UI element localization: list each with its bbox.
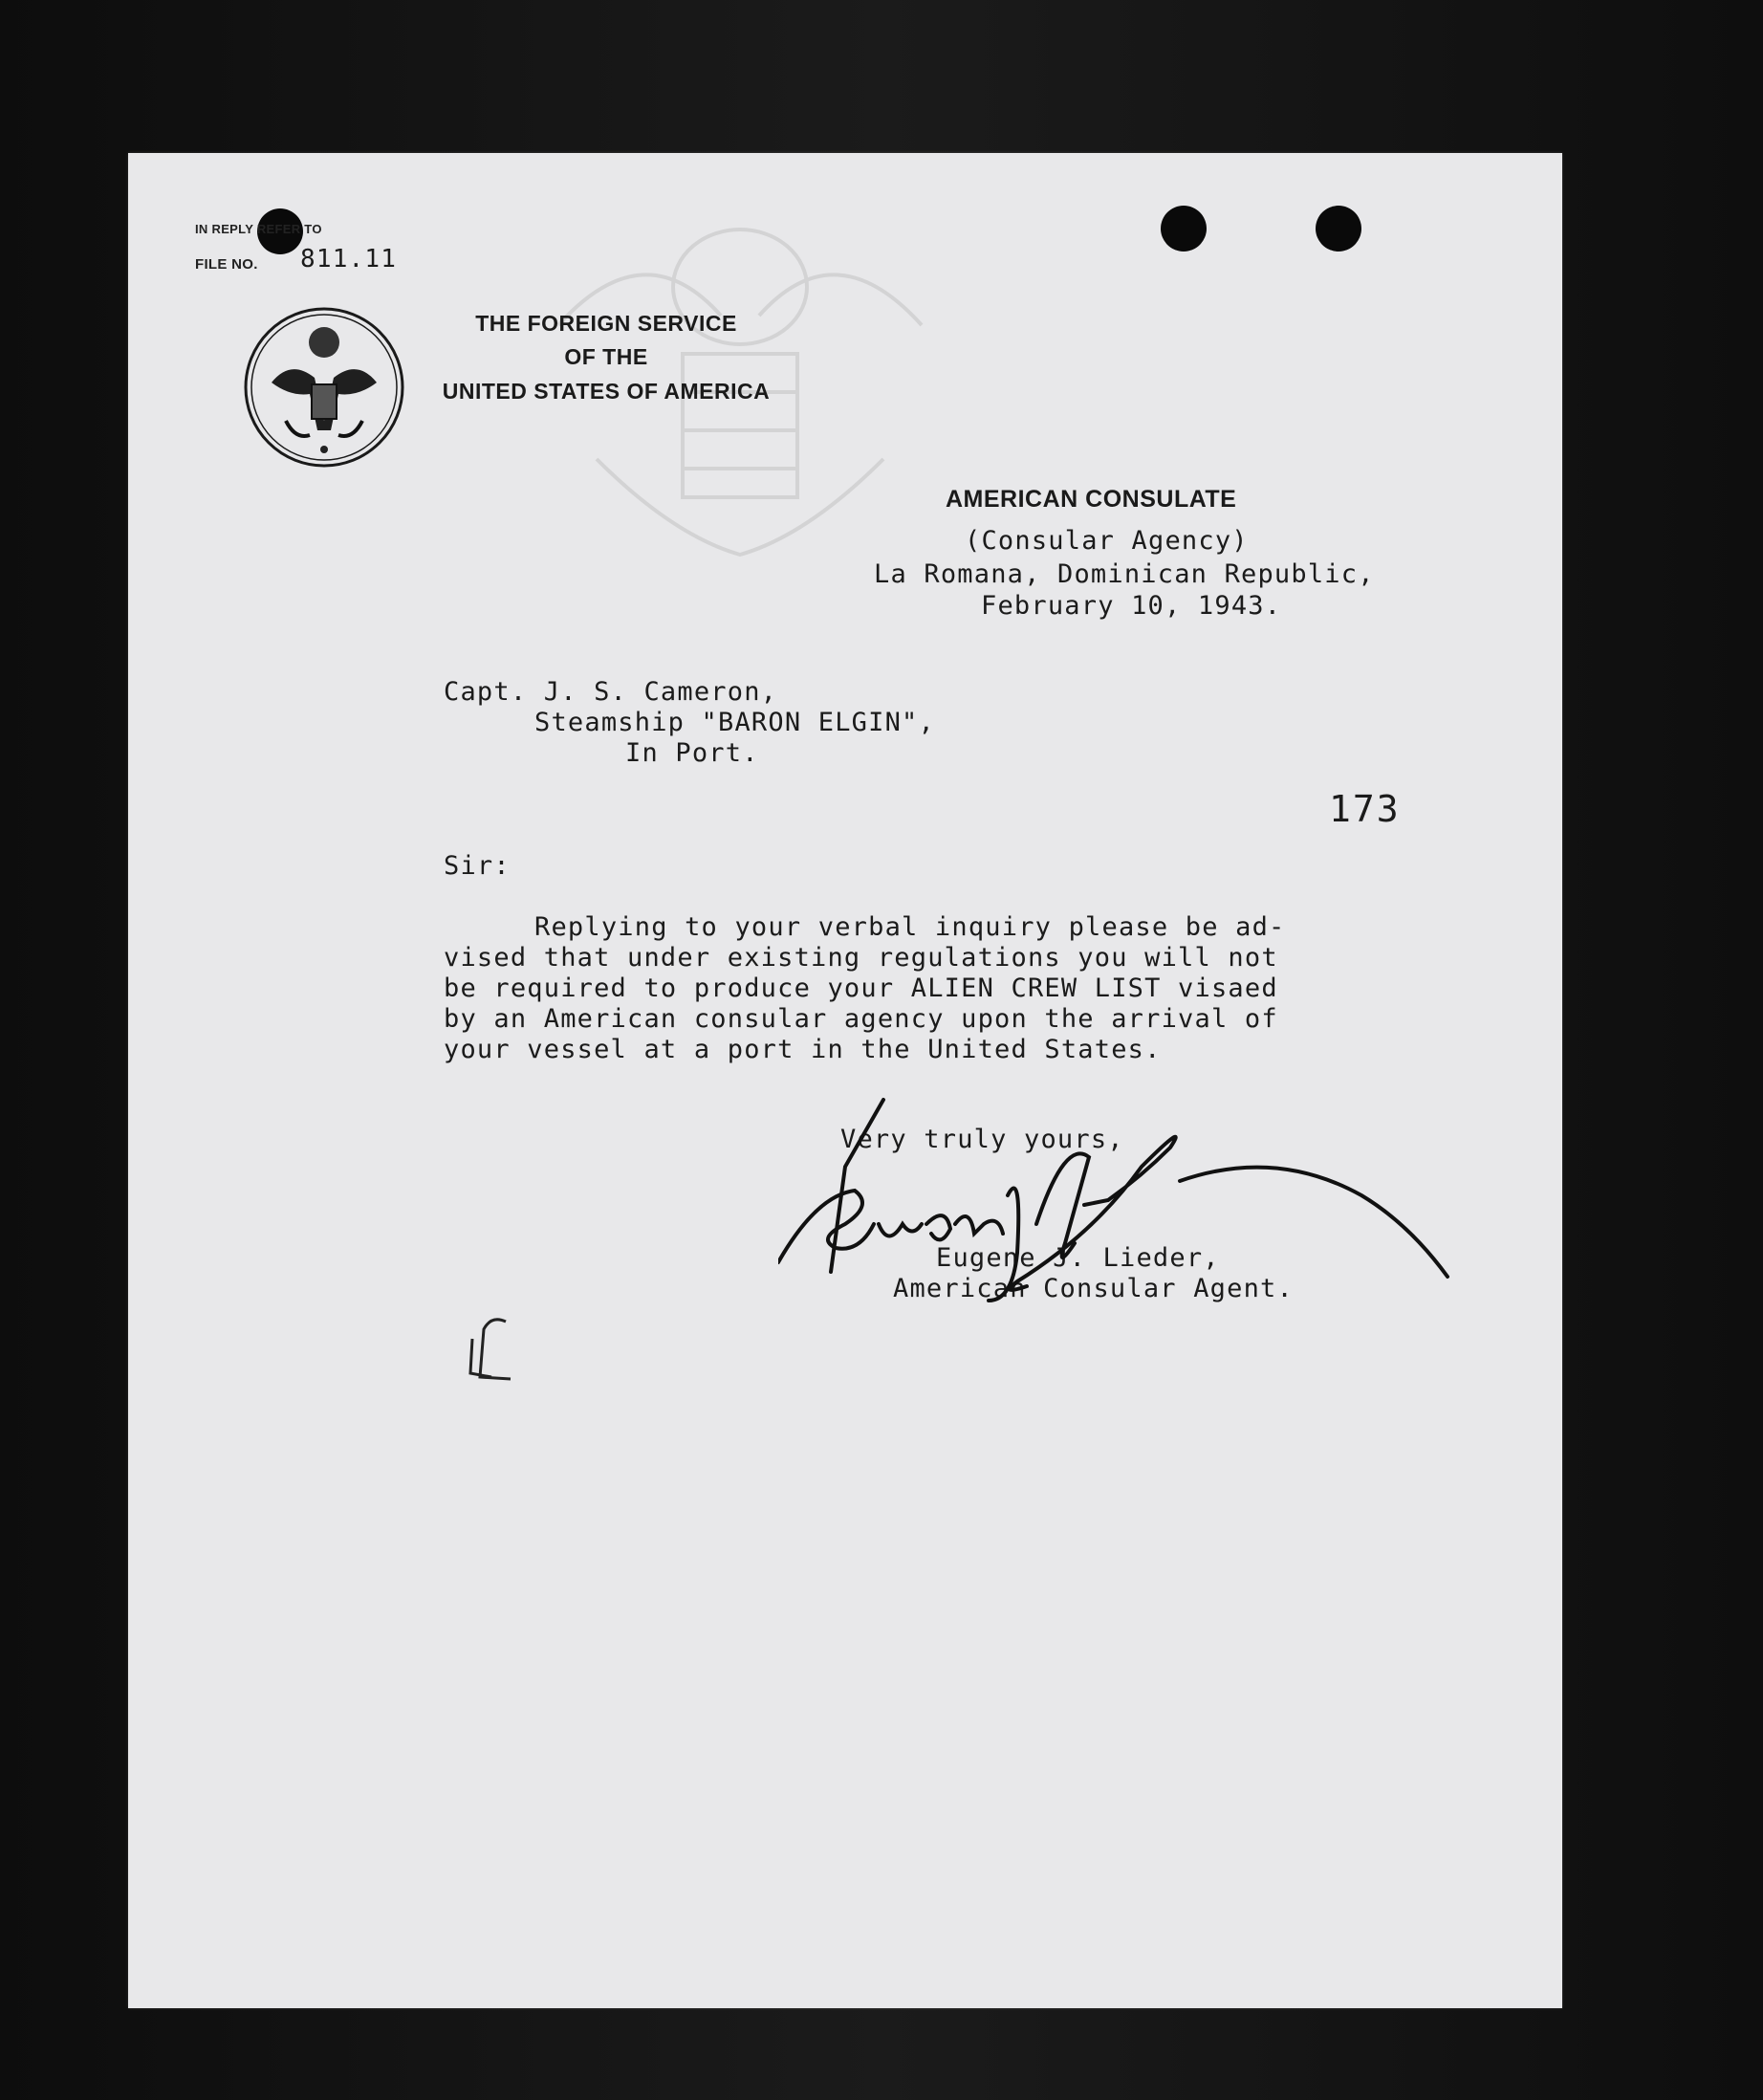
letter-page xyxy=(128,153,1562,2008)
addressee-line-3: In Port. xyxy=(625,738,759,768)
body-line: Replying to your verbal inquiry please be ad- xyxy=(534,912,1286,942)
body-line: your vessel at a port in the United States. xyxy=(444,1035,1162,1064)
reply-reference-label: IN REPLY REFER TO xyxy=(195,222,322,236)
body-line: by an American consular agency upon the arrival of xyxy=(444,1004,1278,1034)
handwritten-signature xyxy=(778,1081,1476,1320)
pencil-mark xyxy=(463,1310,520,1387)
body-line: be required to produce your ALIEN CREW LIST visaed xyxy=(444,973,1278,1003)
file-number: 811.11 xyxy=(300,245,398,273)
signer-name: Eugene J. Lieder, xyxy=(936,1243,1220,1273)
valediction: Very truly yours, xyxy=(840,1125,1124,1154)
consular-agency: (Consular Agency) xyxy=(965,526,1249,556)
letterhead-line-3: UNITED STATES OF AMERICA xyxy=(442,379,771,404)
file-number-label: FILE NO. xyxy=(195,256,258,273)
salutation: Sir: xyxy=(444,851,511,881)
great-seal-icon xyxy=(243,306,405,469)
letterhead-line-2: OF THE xyxy=(564,344,648,369)
addressee-line-1: Capt. J. S. Cameron, xyxy=(444,677,778,707)
punch-hole-middle xyxy=(1161,206,1207,252)
letter-location: La Romana, Dominican Republic, xyxy=(874,559,1375,589)
body-line: vised that under existing regulations you will not xyxy=(444,943,1278,973)
page-number-stamp: 173 xyxy=(1329,788,1401,830)
consulate-title: AMERICAN CONSULATE xyxy=(946,486,1237,513)
letter-date: February 10, 1943. xyxy=(981,591,1282,621)
punch-hole-right xyxy=(1316,206,1361,252)
signer-title: American Consular Agent. xyxy=(893,1274,1294,1303)
addressee-line-2: Steamship "BARON ELGIN", xyxy=(534,708,935,737)
letterhead-line-1: THE FOREIGN SERVICE xyxy=(475,311,737,336)
eagle-watermark xyxy=(501,172,979,583)
